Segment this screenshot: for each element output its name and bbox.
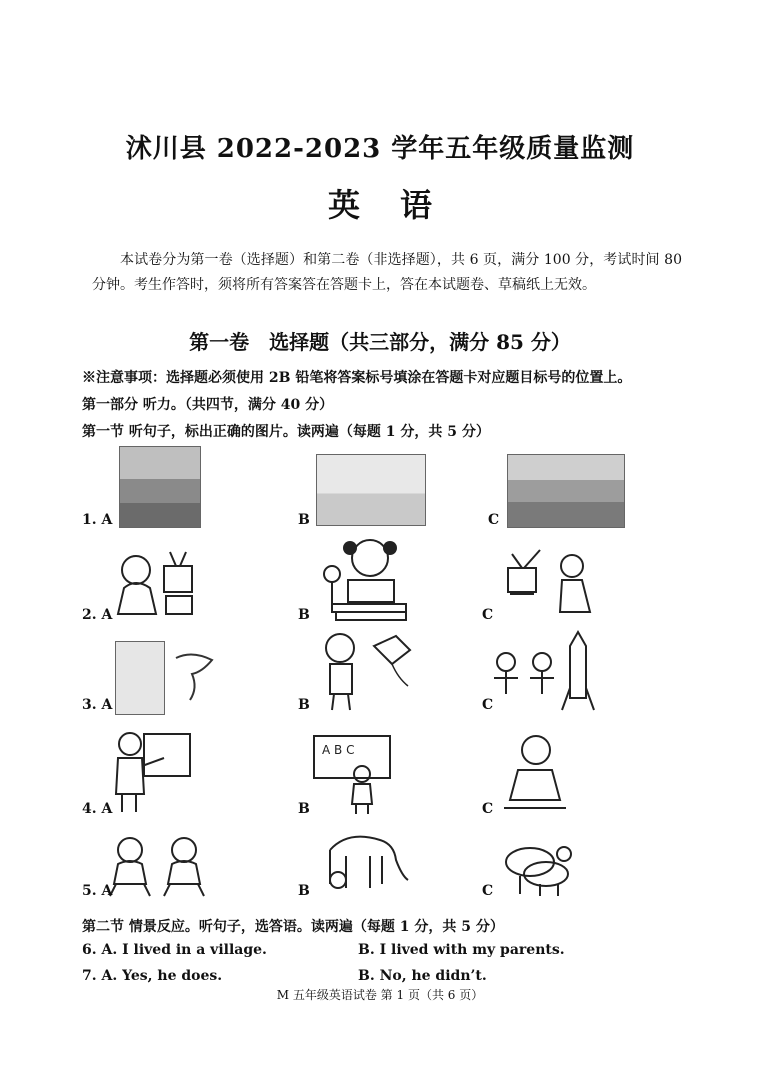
q5-option-c[interactable]: C [482, 883, 494, 899]
q3-option-c[interactable]: C [482, 697, 494, 713]
exam-intro: 本试卷分为第一卷（选择题）和第二卷（非选择题），共 6 页，满分 100 分，考试时间 80 分钟。考生作答时，须将所有答案答在答题卡上，答在本试题卷、草稿纸上无效。 [92, 252, 682, 293]
sketch-sheep [500, 832, 578, 898]
sketch-girl-reading-book [318, 534, 410, 622]
sketch-girl-watching-tv [106, 548, 202, 620]
sketch-boys-rocket [492, 628, 596, 716]
photo-camels-desert [316, 454, 426, 526]
q3-option-a[interactable]: 3. A [82, 697, 113, 713]
picture-girl-cartoon [115, 641, 165, 715]
notice: ※注意事项：选择题必须使用 2B 铅笔将答案标号填涂在答题卡对应题目标号的位置上。 [82, 370, 632, 386]
subject-title: 英语 [327, 186, 472, 224]
q2-option-a[interactable]: 2. A [82, 607, 113, 623]
abc-text: A B C [322, 743, 355, 757]
q7-option-a[interactable]: 7. A. Yes, he does. [82, 968, 223, 984]
sketch-elephants [318, 826, 412, 896]
sketch-girl-sitting-tv [500, 548, 602, 620]
sketch-boy-writing [500, 730, 570, 814]
photo-palace-people [119, 446, 201, 528]
q3-option-b[interactable]: B [298, 697, 310, 713]
q5-option-a[interactable]: 5. A [82, 883, 113, 899]
q4-option-b[interactable]: B [298, 801, 310, 817]
q1-option-a[interactable]: 1. A [82, 512, 113, 528]
exam-title: 沭川县 2022-2023 学年五年级质量监测 [125, 134, 635, 164]
q1-option-c[interactable]: C [488, 512, 500, 528]
q1-option-b[interactable]: B [298, 512, 310, 528]
section1-heading: 第一节 听句子，标出正确的图片。读两遍（每题 1 分，共 5 分） [82, 424, 490, 440]
sketch-teacher-abc-board [312, 730, 396, 814]
sketch-teacher-blackboard [108, 728, 192, 814]
q4-option-a[interactable]: 4. A [82, 801, 113, 817]
section2-heading: 第二节 情景反应。听句子，选答语。读两遍（每题 1 分，共 5 分） [82, 919, 504, 935]
sketch-dragon-kite [172, 648, 218, 704]
photo-potala-palace [507, 454, 625, 528]
sketch-boy-with-kite [312, 630, 420, 714]
q2-option-b[interactable]: B [298, 607, 310, 623]
q2-option-c[interactable]: C [482, 607, 494, 623]
q5-option-b[interactable]: B [298, 883, 310, 899]
volume-title: 第一卷 选择题（共三部分，满分 85 分） [189, 330, 571, 354]
part1-heading: 第一部分 听力。（共四节，满分 40 分） [82, 397, 334, 413]
sketch-two-monkeys [106, 834, 214, 898]
q4-option-c[interactable]: C [482, 801, 494, 817]
q6-option-b[interactable]: B. I lived with my parents. [358, 942, 565, 958]
page-footer: M 五年级英语试卷 第 1 页（共 6 页） [276, 988, 484, 1002]
q7-option-b[interactable]: B. No, he didn’t. [358, 968, 487, 984]
q6-option-a[interactable]: 6. A. I lived in a village. [82, 942, 267, 958]
